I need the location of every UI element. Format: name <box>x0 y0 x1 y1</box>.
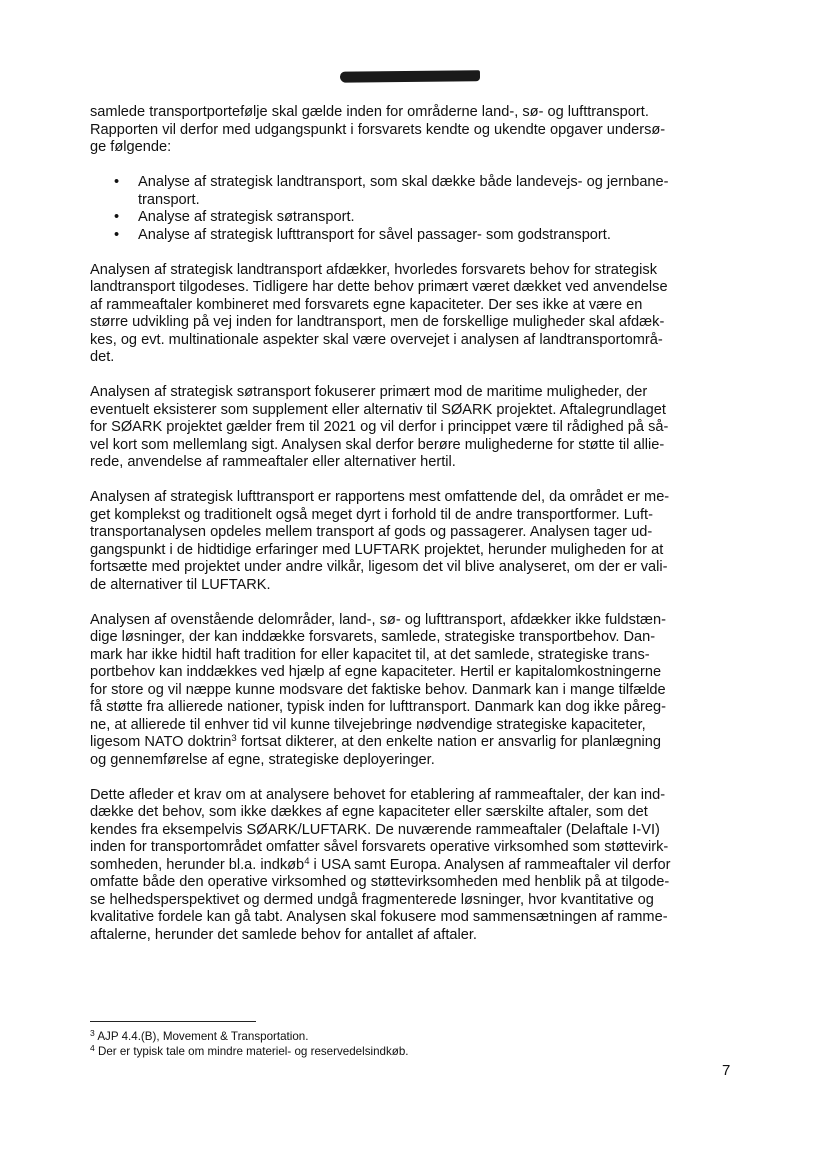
framework-paragraph: Dette afleder et krav om at analysere behovet for etablering af rammeaftaler, der kan ind- dække det behov, som ikke dækkes af egne kapaciteter eller særskilte aftaler, som det kendes fra eksempelvis SØARK/LUFTARK. De nuværende rammeaftaler (Delaftale I-VI) inden for transportområdet omfatter såvel forsvarets operative virksomhed som støttevirk- somheden, herunder bl.a. indkøb$^4$ i USA samt Europa. Analysen af rammeaftaler vil derfor omfatte både den operative virksomhed og støttevirksomheden med henblik på at tilgode- se helhedsperspektivet og dermed undgå fragmenterede løsninger, hvor kvantitative og kvalitative fordele kan gå tabt. Analysen skal fokusere mod sammensætningen af ramme- aftalerne, herunder det samlede behov for antallet af aftaler. <box>90 786 671 943</box>
footnote-4: $^4$ Der er typisk tale om mindre materiel- og reservedelsindkøb. <box>90 1042 409 1058</box>
bullet-icon: • <box>114 209 120 225</box>
body-text <box>90 104 730 962</box>
bullet-icon: • <box>114 226 120 243</box>
air-transport-paragraph: Analysen af strategisk lufttransport er rapportens mest omfattende del, da området er me- get komplekst og traditionelt også meget dyrt i forhold til de andre transportformer. Luft- transportanalysen opdeles mellem transport af gods og passagerer. Analysen tager ud- gangspunkt i de hidtidige erfaringer med LUFTARK projektet, herunder muligheden for at fortsætte med projektet under andre vilkår, ligesom det vil blive analyseret, om der er vali- de alternativer til LUFTARK. <box>90 489 670 593</box>
redaction-mark <box>340 70 480 82</box>
land-transport-paragraph: Analysen af strategisk landtransport afdækker, hvorledes forsvarets behov for strategisk landtransport tilgodeses. Tidligere har dette behov primært været dækket ved anvendelse af rammeaftaler kombineret med forsvarets egne kapaciteter. Der ses ikke at være en større udvikling på vej inden for landtransport, men de forskellige muligheder skal afdæk- kes, og evt. multinationale aspekter skal være overvejet i analysen af landtransportområ- det. <box>90 261 668 365</box>
footnotes <box>90 1030 730 1059</box>
list-item: • Analyse af strategisk søtransport. <box>114 209 355 225</box>
footnote-ref-3: 3 <box>231 733 237 744</box>
footnote-ref-4: 4 <box>304 855 310 867</box>
footnote-divider <box>90 1021 256 1022</box>
list-item: • Analyse af strategisk landtransport, som skal dække både landevejs- og jernbane- transport. <box>114 174 669 208</box>
page-number: 7 <box>722 1062 731 1079</box>
bullet-icon: • <box>114 174 120 190</box>
list-item: • Analyse af strategisk lufttransport for såvel passager- som godstransport. <box>114 226 611 243</box>
sea-transport-paragraph: Analysen af strategisk søtransport fokuserer primært mod de maritime muligheder, der eventuelt eksisterer som supplement eller alternativ til SØARK projektet. Aftalegrundlaget for SØARK projektet gælder frem til 2021 og vil derfor i princippet være til rådighed på så- vel kort som mellemlang sigt. Analysen skal derfor berøre mulighederne for støtte til allie- rede, anvendelse af rammeaftaler eller alternativer hertil. <box>90 384 669 470</box>
summary-paragraph: Analysen af ovenstående delområder, land-, sø- og lufttransport, afdækker ikke fuldstæn- dige løsninger, der kan inddække forsvarets, samlede, strategiske transportbehov. Dan- mark har ikke hidtil haft tradition for eller kapacitet til, at det samlede, strategiske trans- portbehov kan inddækkes ved hjælp af egne kapaciteter. Hertil er kapitalomkostningerne for store og vil næppe kunne modsvare det faktiske behov. Danmark kan i mange tilfælde få støtte fra allierede nationer, typisk inden for lufttransport. Danmark kan dog ikke påreg- ne, at allierede til enhver tid vil kunne tilvejebringe nødvendige strategiske kapaciteter, ligesom NATO doktrin$^3$ fortsat dikterer, at den enkelte nation er ansvarlig for planlægning og gennemførelse af egne, strategiske deployeringer. <box>90 611 666 768</box>
intro-paragraph: samlede transportportefølje skal gælde inden for områderne land-, sø- og lufttransport. Rapporten vil derfor med udgangspunkt i forsvarets kendte og ukendte opgaver undersø- ge følgende: <box>90 104 666 155</box>
footnote-3: $^3$ AJP 4.4.(B), Movement & Transportation. <box>90 1028 309 1043</box>
analysis-list <box>90 174 730 244</box>
